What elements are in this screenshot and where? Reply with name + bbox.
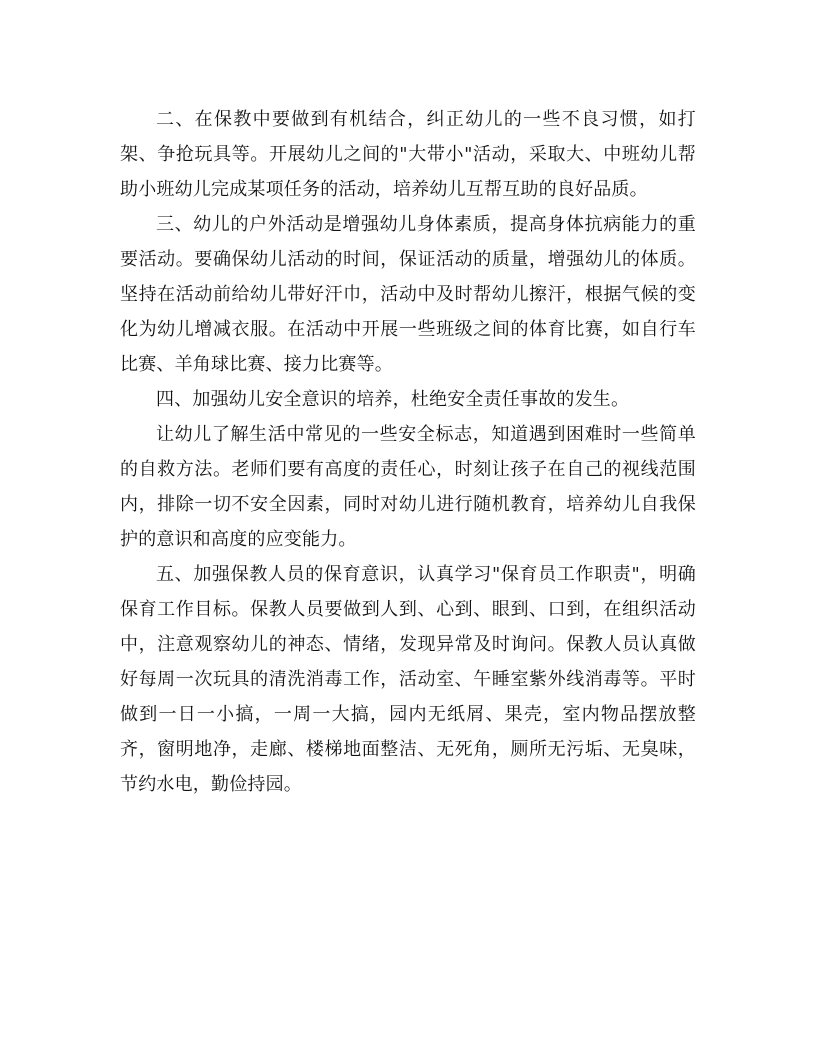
paragraph-safety-details: 让幼儿了解生活中常见的一些安全标志，知道遇到困难时一些简单的自救方法。老师们要有高度的责任心，时刻让孩子在自己的视线范围内，排除一切不安全因素，同时对幼儿进行随机教育，培养幼儿自我保护的意识和高度的应变能力。 (120, 424, 696, 550)
document-body (120, 102, 696, 802)
paragraph-3-outdoor-activities: 三、幼儿的户外活动是增强幼儿身体素质，提高身体抗病能力的重要活动。要确保幼儿活动的时间，保证活动的质量，增强幼儿的体质。坚持在活动前给幼儿带好汗巾，活动中及时帮幼儿擦汗，根据气候的变化为幼儿增减衣服。在活动中开展一些班级之间的体育比赛，如自行车比赛、羊角球比赛、接力比赛等。 (120, 214, 696, 375)
paragraph-2-play-habits: 二、在保教中要做到有机结合，纠正幼儿的一些不良习惯，如打架、争抢玩具等。开展幼儿之间的"大带小"活动，采取大、中班幼儿帮助小班幼儿完成某项任务的活动，培养幼儿互帮互助的良好品质。 (120, 109, 696, 200)
paragraph-4-safety-heading: 四、加强幼儿安全意识的培养，杜绝安全责任事故的发生。 (156, 389, 630, 410)
paragraph-5-care-awareness: 五、加强保教人员的保育意识，认真学习"保育员工作职责"，明确保育工作目标。保教人员要做到人到、心到、眼到、口到，在组织活动中，注意观察幼儿的神态、情绪，发现异常及时询问。保教人员认真做好每周一次玩具的清洗消毒工作，活动室、午睡室紫外线消毒等。平时做到一日一小搞，一周一大搞，园内无纸屑、果壳，室内物品摆放整齐，窗明地净，走廊、楼梯地面整洁、无死角，厕所无污垢、无臭味，节约水电，勤俭持园。 (120, 564, 696, 795)
